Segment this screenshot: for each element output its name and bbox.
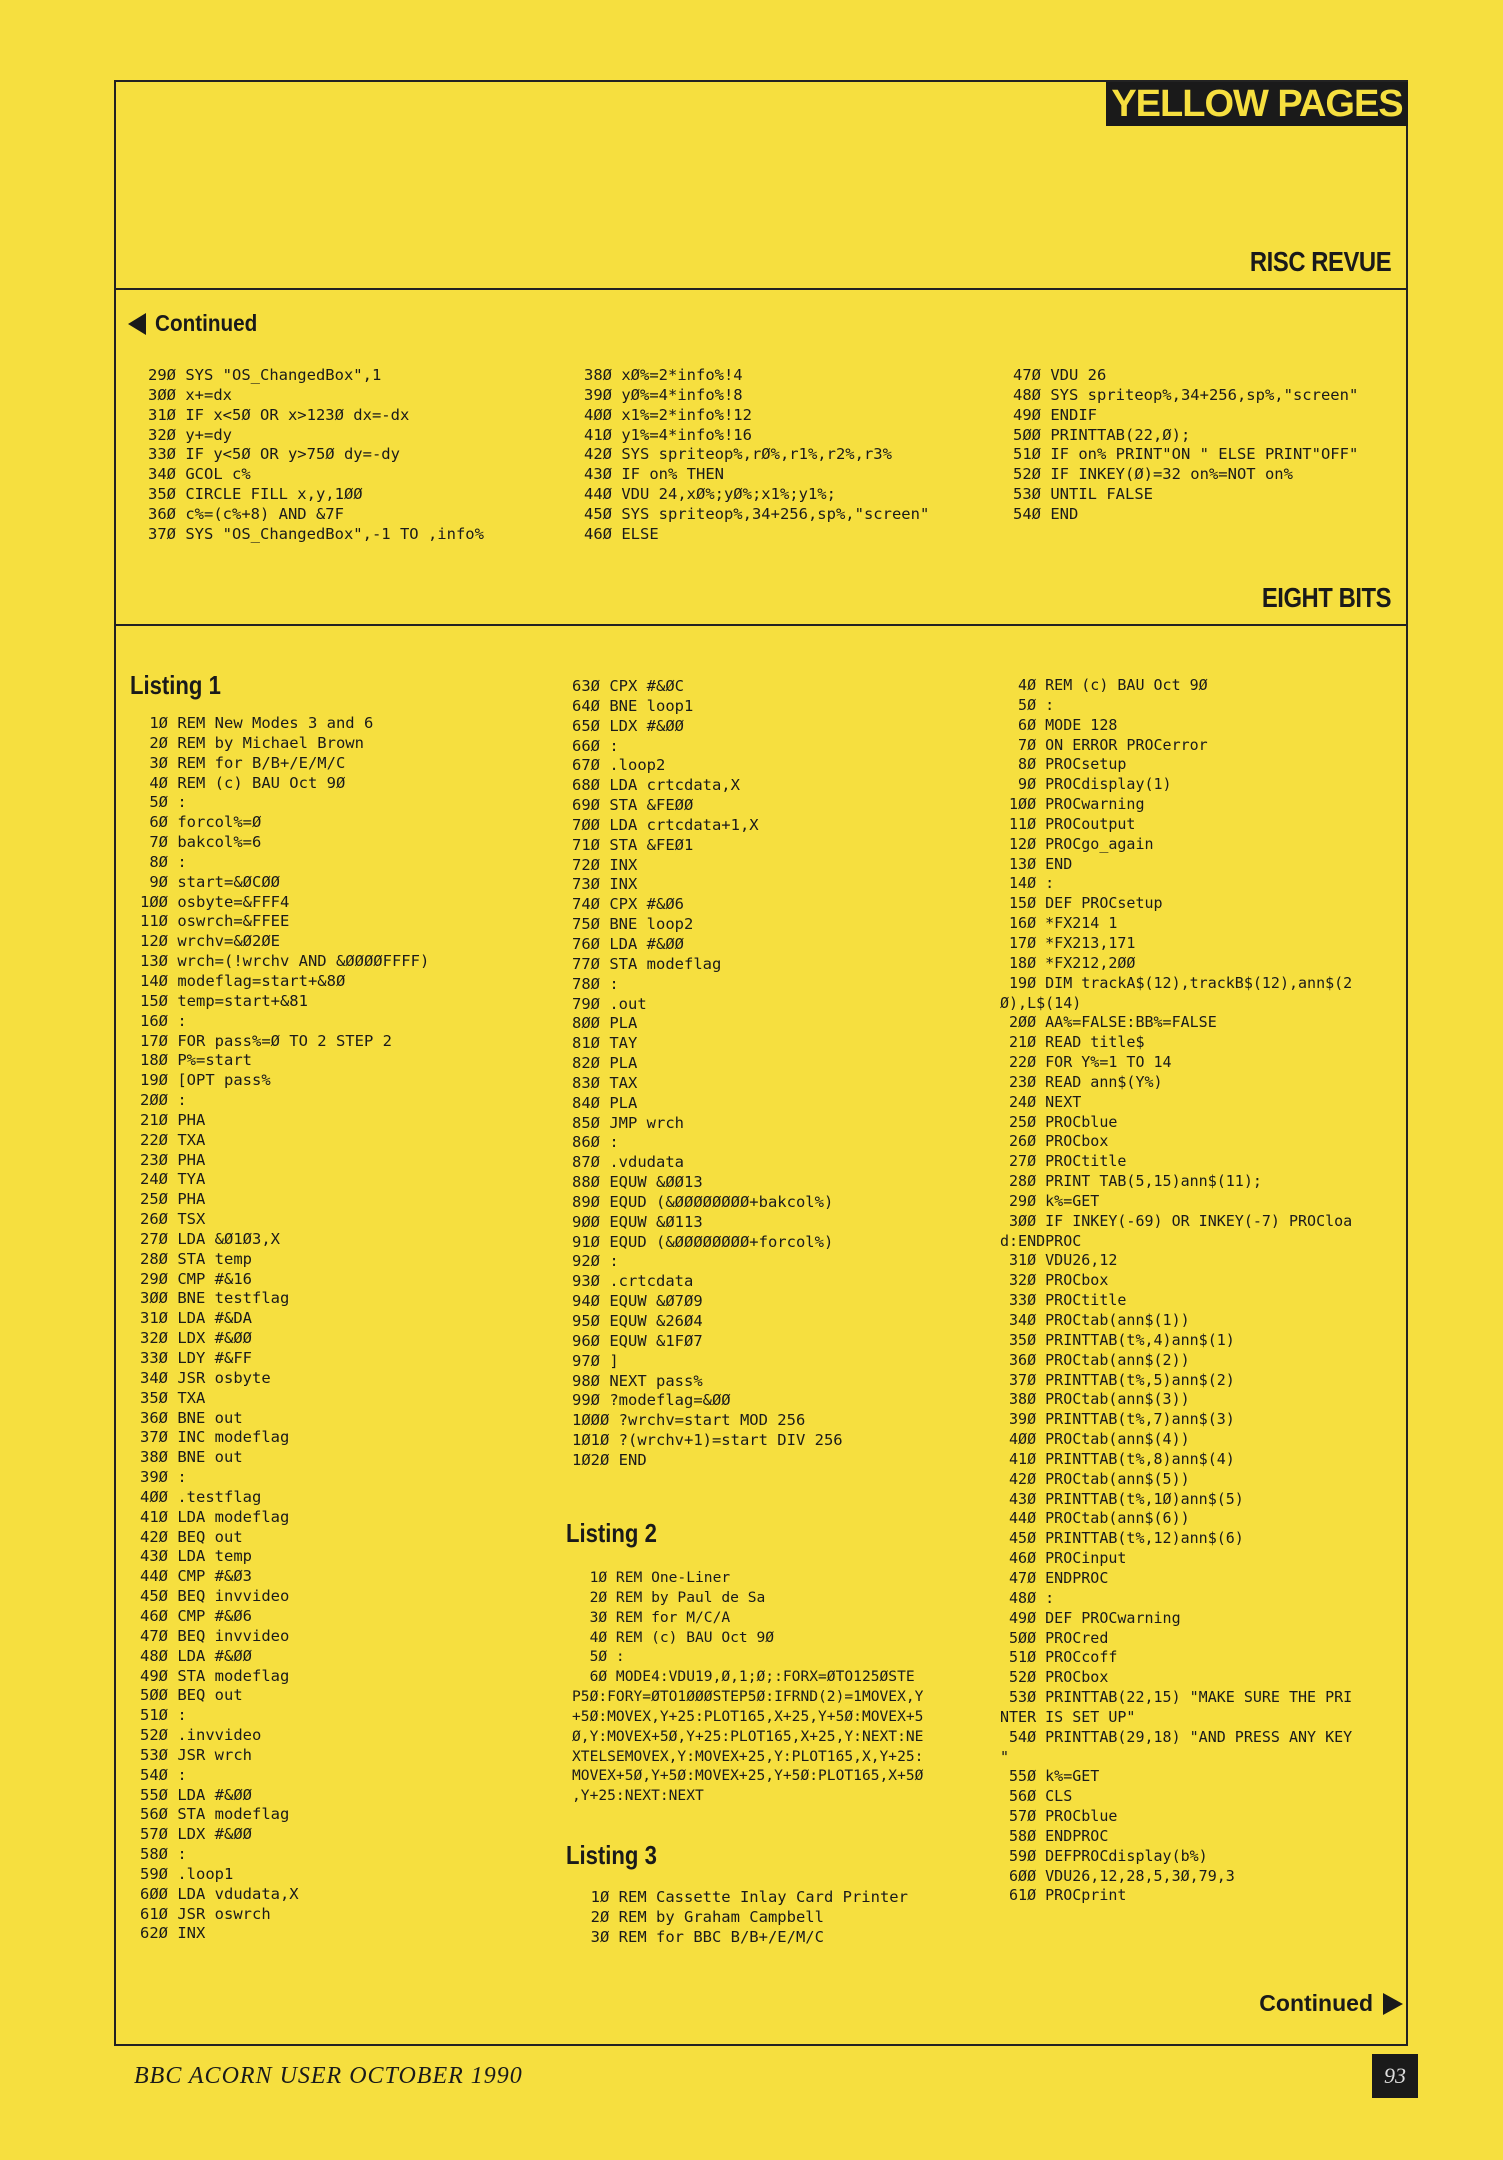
code-line: 74Ø CPX #&Ø6 [572, 895, 684, 914]
code-line: 33Ø PROCtitle [1000, 1291, 1127, 1310]
code-line: 19Ø [OPT pass% [140, 1071, 271, 1090]
code-line: 5ØØ BEQ out [140, 1686, 243, 1705]
code-line: 3Ø REM for BBC B/B+/E/M/C [572, 1927, 824, 1946]
code-line: 29Ø CMP #&16 [140, 1269, 252, 1288]
code-line: 45Ø PRINTTAB(t%,12)ann$(6) [1000, 1529, 1244, 1548]
code-line: 44Ø VDU 24,xØ%;yØ%;x1%;y1%; [584, 485, 836, 504]
code-line: 6Ø forcol%=Ø [140, 813, 262, 832]
code-line: 53Ø UNTIL FALSE [1013, 485, 1153, 504]
code-line: 51Ø PROCcoff [1000, 1648, 1118, 1667]
code-line: 34Ø PROCtab(ann$(1)) [1000, 1311, 1190, 1329]
code-line: 56Ø CLS [1000, 1787, 1073, 1806]
code-line: 51Ø IF on% PRINT"ON " ELSE PRINT"OFF" [1013, 445, 1359, 464]
code-line: 44Ø PROCtab(ann$(6)) [1000, 1509, 1190, 1528]
code-line: 8ØØ PLA [572, 1014, 638, 1033]
code-line: 22Ø FOR Y%=1 TO 14 [1000, 1053, 1172, 1072]
code-line: 5Ø : [572, 1648, 625, 1666]
code-line: 93Ø .crtcdata [572, 1272, 694, 1291]
code-line: 36Ø PROCtab(ann$(2)) [1000, 1350, 1190, 1369]
code-line: 43Ø LDA temp [140, 1547, 252, 1566]
code-line: 89Ø EQUD (&ØØØØØØØØ+bakcol%) [572, 1192, 834, 1211]
code-line: 75Ø BNE loop2 [572, 915, 694, 934]
code-line: 15Ø DEF PROCsetup [1000, 894, 1163, 913]
code-line: 44Ø CMP #&Ø3 [140, 1567, 252, 1586]
code-line: 35Ø PRINTTAB(t%,4)ann$(1) [1000, 1330, 1235, 1349]
code-line: 48Ø SYS spriteop%,34+256,sp%,"screen" [1013, 385, 1359, 404]
code-line: 27Ø PROCtitle [1000, 1152, 1127, 1171]
code-line: 37Ø SYS "OS_ChangedBox",-1 TO ,info% [148, 524, 484, 543]
continued-bottom-label: Continued [1259, 1990, 1373, 2016]
code-line: 39Ø yØ%=4*info%!8 [584, 385, 743, 404]
code-line: 9Ø PROCdisplay(1) [1000, 775, 1172, 794]
code-line: 14Ø : [1000, 874, 1055, 893]
code-line: 3ØØ x+=dx [148, 385, 232, 404]
code-line: 88Ø EQUW &ØØ13 [572, 1173, 703, 1192]
code-line: 49Ø DEF PROCwarning [1000, 1608, 1181, 1627]
code-line: 1ØØ PROCwarning [1000, 795, 1145, 814]
code-line: 82Ø PLA [572, 1054, 638, 1073]
code-line: 19Ø DIM trackA$(12),trackB$(12),ann$(2 [1000, 973, 1353, 992]
code-line: 79Ø .out [572, 994, 647, 1013]
code-line: 2ØØ : [140, 1091, 187, 1110]
code-line: 8Ø : [140, 852, 187, 871]
code-line: 7Ø bakcol%=6 [140, 833, 262, 852]
code-line: P5Ø:FORY=ØTO1ØØØSTEP5Ø:IFRND(2)=1MOVEX,Y [572, 1688, 924, 1706]
code-line: 43Ø PRINTTAB(t%,1Ø)ann$(5) [1000, 1489, 1244, 1508]
code-line: 28Ø PRINT TAB(5,15)ann$(11); [1000, 1172, 1262, 1191]
code-line: 38Ø xØ%=2*info%!4 [584, 366, 743, 384]
code-line: 25Ø PROCblue [1000, 1112, 1118, 1131]
code-line: 5ØØ PROCred [1000, 1628, 1109, 1647]
code-line: 7Ø ON ERROR PROCerror [1000, 735, 1208, 754]
continued-top [128, 310, 257, 337]
code-line: 15Ø temp=start+&81 [140, 991, 308, 1010]
code-line: 7ØØ LDA crtcdata+1,X [572, 815, 759, 834]
continued-bottom [1259, 1990, 1403, 2017]
code-line: XTELSEMOVEX,Y:MOVEX+25,Y:PLOT165,X,Y+25: [572, 1747, 924, 1765]
code-line: 73Ø INX [572, 875, 638, 894]
code-line: 46Ø CMP #&Ø6 [140, 1606, 252, 1625]
code-line: 18Ø P%=start [140, 1051, 252, 1070]
code-line: d:ENDPROC [1000, 1231, 1082, 1250]
code-line: 67Ø .loop2 [572, 756, 666, 775]
code-line: 69Ø STA &FEØØ [572, 796, 694, 815]
code-line: 6Ø MODE 128 [1000, 715, 1118, 734]
code-line: 54Ø : [140, 1765, 187, 1784]
code-line: 2ØØ AA%=FALSE:BB%=FALSE [1000, 1013, 1217, 1032]
risc-code-column-3 [1013, 366, 1358, 525]
code-line: 96Ø EQUW &1FØ7 [572, 1331, 703, 1350]
code-line: 24Ø NEXT [1000, 1092, 1082, 1111]
code-line: 42Ø PROCtab(ann$(5)) [1000, 1469, 1190, 1488]
code-line: 68Ø LDA crtcdata,X [572, 776, 740, 795]
code-line: 42Ø BEQ out [140, 1527, 243, 1546]
code-line: 13Ø wrch=(!wrchv AND &ØØØØFFFF) [140, 952, 430, 971]
listing-3-title: Listing 3 [566, 1840, 657, 1870]
code-line: 31Ø LDA #&DA [140, 1309, 252, 1328]
code-line: NTER IS SET UP" [1000, 1707, 1136, 1726]
code-line: 97Ø ] [572, 1351, 619, 1370]
code-line: 2Ø REM by Paul de Sa [572, 1588, 766, 1606]
code-line: 62Ø INX [140, 1924, 206, 1943]
code-line: 1Ø REM Cassette Inlay Card Printer [572, 1888, 908, 1906]
code-line: 43Ø IF on% THEN [584, 465, 724, 484]
code-line: 31Ø VDU26,12 [1000, 1251, 1118, 1270]
risc-code-column-1 [148, 366, 484, 545]
code-line: 3ØØ BNE testflag [140, 1289, 290, 1308]
code-line: +5Ø:MOVEX,Y+25:PLOT165,X+25,Y+5Ø:MOVEX+5 [572, 1707, 924, 1725]
code-line: 78Ø : [572, 974, 619, 993]
listing-1-title: Listing 1 [130, 670, 221, 700]
code-line: 9Ø start=&ØCØØ [140, 872, 280, 891]
code-line: 4Ø REM (c) BAU Oct 9Ø [1000, 676, 1208, 694]
code-line: 71Ø STA &FEØ1 [572, 835, 694, 854]
code-line: 48Ø : [1000, 1588, 1055, 1607]
code-line: 6Ø MODE4:VDU19,Ø,1;Ø;:FORX=ØTO125ØSTE [572, 1668, 915, 1686]
code-line: 53Ø PRINTTAB(22,15) "MAKE SURE THE PRI [1000, 1688, 1353, 1707]
code-line: 64Ø BNE loop1 [572, 696, 694, 715]
code-line: 27Ø LDA &Ø1Ø3,X [140, 1229, 280, 1248]
code-line: 5Ø : [1000, 695, 1055, 714]
code-line: 45Ø SYS spriteop%,34+256,sp%,"screen" [584, 504, 930, 523]
code-line: 23Ø READ ann$(Y%) [1000, 1072, 1163, 1091]
code-line: 37Ø PRINTTAB(t%,5)ann$(2) [1000, 1370, 1235, 1389]
code-line: 1Ø1Ø ?(wrchv+1)=start DIV 256 [572, 1431, 843, 1450]
code-line: 35Ø TXA [140, 1388, 206, 1407]
code-line: 32Ø y+=dy [148, 425, 232, 444]
code-line: 53Ø JSR wrch [140, 1745, 252, 1764]
code-line: 86Ø : [572, 1133, 619, 1152]
code-line: 1Ø REM New Modes 3 and 6 [140, 714, 374, 732]
code-line: 91Ø EQUD (&ØØØØØØØØ+forcol%) [572, 1232, 834, 1251]
code-line: 18Ø *FX212,2ØØ [1000, 953, 1136, 972]
code-line: 28Ø STA temp [140, 1249, 252, 1268]
code-line: 4Ø REM (c) BAU Oct 9Ø [572, 1628, 775, 1646]
code-line: 35Ø CIRCLE FILL x,y,1ØØ [148, 485, 363, 504]
code-line: 16Ø *FX214 1 [1000, 914, 1118, 933]
code-line: 31Ø IF x<5Ø OR x>123Ø dx=-dx [148, 405, 410, 424]
code-line: 3Ø REM for B/B+/E/M/C [140, 753, 346, 772]
magazine-footer: BBC ACORN USER OCTOBER 1990 [134, 2063, 523, 2089]
code-line: 17Ø *FX213,171 [1000, 933, 1136, 952]
divider-eight-bits [114, 624, 1408, 626]
listing-2-code [572, 1568, 923, 1806]
code-line: 46Ø ELSE [584, 524, 659, 543]
code-line: 1Ø REM One-Liner [572, 1569, 731, 1586]
code-line: 63Ø CPX #&ØC [572, 677, 684, 695]
code-line: 8Ø PROCsetup [1000, 755, 1127, 774]
code-line: 21Ø READ title$ [1000, 1033, 1145, 1052]
code-line: 21Ø PHA [140, 1110, 206, 1129]
divider-risc [114, 288, 1408, 290]
code-line: 4Ø REM (c) BAU Oct 9Ø [140, 773, 346, 792]
code-line: 52Ø IF INKEY(Ø)=32 on%=NOT on% [1013, 465, 1293, 484]
code-line: 65Ø LDX #&ØØ [572, 716, 684, 735]
code-line: 99Ø ?modeflag=&ØØ [572, 1391, 731, 1410]
code-line: 38Ø PROCtab(ann$(3)) [1000, 1390, 1190, 1409]
code-line: 47Ø BEQ invvideo [140, 1626, 290, 1645]
code-line: 9ØØ EQUW &Ø113 [572, 1212, 703, 1231]
code-line: 13Ø END [1000, 854, 1073, 873]
code-line: 76Ø LDA #&ØØ [572, 934, 684, 953]
code-line: 12Ø PROCgo_again [1000, 834, 1154, 853]
code-line: 77Ø STA modeflag [572, 954, 722, 973]
code-line: 34Ø GCOL c% [148, 465, 251, 484]
yellow-pages-banner: YELLOW PAGES [1106, 82, 1408, 126]
risc-code-column-2 [584, 366, 929, 545]
code-line: 32Ø LDX #&ØØ [140, 1329, 252, 1348]
code-line: 1ØØØ ?wrchv=start MOD 256 [572, 1411, 806, 1430]
code-line: 87Ø .vdudata [572, 1153, 684, 1172]
listing-2-title: Listing 2 [566, 1518, 657, 1548]
code-line: 41Ø PRINTTAB(t%,8)ann$(4) [1000, 1449, 1235, 1468]
code-line: 5ØØ PRINTTAB(22,Ø); [1013, 425, 1191, 444]
code-line: MOVEX+5Ø,Y+5Ø:MOVEX+25,Y+5Ø:PLOT165,X+5Ø [572, 1767, 924, 1785]
listing-1-column-2 [572, 677, 843, 1471]
code-line: 39Ø : [140, 1468, 187, 1487]
code-line: 4ØØ x1%=2*info%!12 [584, 405, 752, 424]
code-line: 85Ø JMP wrch [572, 1113, 684, 1132]
section-heading-eight-bits: EIGHT BITS [1261, 582, 1391, 613]
code-line: 54Ø END [1013, 504, 1079, 523]
code-line: 24Ø TYA [140, 1170, 206, 1189]
arrow-left-icon [128, 313, 146, 335]
code-line: 57Ø PROCblue [1000, 1807, 1118, 1826]
code-line: 58Ø ENDPROC [1000, 1826, 1109, 1845]
code-line: 32Ø PROCbox [1000, 1271, 1109, 1290]
code-line: 58Ø : [140, 1845, 187, 1864]
code-line: 11Ø PROCoutput [1000, 814, 1136, 833]
code-line: 55Ø k%=GET [1000, 1767, 1100, 1786]
code-line: 47Ø VDU 26 [1013, 366, 1107, 384]
code-line: 29Ø SYS "OS_ChangedBox",1 [148, 366, 382, 384]
arrow-right-icon [1383, 1993, 1403, 2015]
code-line: 2Ø REM by Michael Brown [140, 733, 364, 752]
listing-3-column-2 [572, 1888, 908, 1948]
code-line: 41Ø LDA modeflag [140, 1507, 290, 1526]
code-line: 4ØØ .testflag [140, 1487, 262, 1506]
code-line: 26Ø PROCbox [1000, 1132, 1109, 1151]
code-line: 61Ø JSR oswrch [140, 1904, 271, 1923]
code-line: 3Ø REM for M/C/A [572, 1608, 731, 1626]
code-line: 52Ø .invvideo [140, 1726, 262, 1745]
code-line: 14Ø modeflag=start+&8Ø [140, 971, 346, 990]
listing-1-column-1 [140, 714, 429, 1944]
code-line: 3ØØ IF INKEY(-69) OR INKEY(-7) PROCloa [1000, 1211, 1353, 1230]
listing-3-column-3 [1000, 676, 1352, 1906]
continued-top-label: Continued [155, 310, 258, 336]
code-line: 94Ø EQUW &Ø7Ø9 [572, 1292, 703, 1311]
page-number: 93 [1372, 2054, 1418, 2098]
code-line: 52Ø PROCbox [1000, 1668, 1109, 1687]
code-line: 34Ø JSR osbyte [140, 1368, 271, 1387]
code-line: 47Ø ENDPROC [1000, 1568, 1109, 1587]
code-line: 66Ø : [572, 736, 619, 755]
code-line: 72Ø INX [572, 855, 638, 874]
code-line: 38Ø BNE out [140, 1448, 243, 1467]
code-line: 6ØØ VDU26,12,28,5,3Ø,79,3 [1000, 1866, 1235, 1885]
code-line: 46Ø PROCinput [1000, 1549, 1127, 1568]
code-line: 98Ø NEXT pass% [572, 1371, 703, 1390]
code-line: 33Ø IF y<5Ø OR y>75Ø dy=-dy [148, 445, 400, 464]
code-line: 33Ø LDY #&FF [140, 1349, 252, 1367]
code-line: 22Ø TXA [140, 1130, 206, 1149]
code-line: 49Ø STA modeflag [140, 1666, 290, 1685]
code-line: 39Ø PRINTTAB(t%,7)ann$(3) [1000, 1410, 1235, 1429]
code-line: 16Ø : [140, 1011, 187, 1030]
code-line: 59Ø .loop1 [140, 1864, 234, 1883]
code-line: 6ØØ LDA vdudata,X [140, 1884, 299, 1903]
code-line: 51Ø : [140, 1706, 187, 1725]
code-line: Ø),L$(14) [1000, 993, 1082, 1012]
code-line: 25Ø PHA [140, 1190, 206, 1209]
code-line: 12Ø wrchv=&Ø2ØE [140, 932, 280, 951]
code-line: 4ØØ PROCtab(ann$(4)) [1000, 1430, 1190, 1449]
code-line: " [1000, 1747, 1010, 1766]
code-line: 45Ø BEQ invvideo [140, 1587, 290, 1606]
section-heading-risc-revue: RISC REVUE [1249, 246, 1391, 277]
code-line: 84Ø PLA [572, 1093, 638, 1112]
code-line: 2Ø REM by Graham Campbell [572, 1907, 824, 1926]
code-line: 37Ø INC modeflag [140, 1428, 290, 1447]
code-line: 54Ø PRINTTAB(29,18) "AND PRESS ANY KEY [1000, 1727, 1353, 1746]
code-line: 1ØØ osbyte=&FFF4 [140, 892, 290, 911]
code-line: 42Ø SYS spriteop%,rØ%,r1%,r2%,r3% [584, 445, 892, 464]
code-line: 57Ø LDX #&ØØ [140, 1825, 252, 1844]
code-line: 23Ø PHA [140, 1150, 206, 1169]
code-line: 29Ø k%=GET [1000, 1191, 1100, 1210]
code-line: 26Ø TSX [140, 1210, 206, 1229]
code-line: Ø,Y:MOVEX+5Ø,Y+25:PLOT165,X+25,Y:NEXT:NE [572, 1727, 924, 1745]
code-line: 59Ø DEFPROCdisplay(b%) [1000, 1846, 1208, 1865]
code-line: 36Ø BNE out [140, 1408, 243, 1427]
code-line: 61Ø PROCprint [1000, 1886, 1127, 1905]
code-line: 81Ø TAY [572, 1034, 638, 1053]
code-line: 11Ø oswrch=&FFEE [140, 912, 290, 931]
code-line: 83Ø TAX [572, 1073, 638, 1092]
code-line: 56Ø STA modeflag [140, 1805, 290, 1824]
code-line: 17Ø FOR pass%=Ø TO 2 STEP 2 [140, 1031, 392, 1050]
code-line: 36Ø c%=(c%+8) AND &7F [148, 504, 344, 523]
code-line: 41Ø y1%=4*info%!16 [584, 425, 752, 444]
code-line: ,Y+25:NEXT:NEXT [572, 1787, 704, 1805]
code-line: 92Ø : [572, 1252, 619, 1271]
code-line: 5Ø : [140, 793, 187, 812]
code-line: 95Ø EQUW &26Ø4 [572, 1312, 703, 1330]
code-line: 55Ø LDA #&ØØ [140, 1785, 252, 1804]
code-line: 49Ø ENDIF [1013, 405, 1097, 424]
code-line: 48Ø LDA #&ØØ [140, 1646, 252, 1665]
code-line: 1Ø2Ø END [572, 1450, 647, 1469]
